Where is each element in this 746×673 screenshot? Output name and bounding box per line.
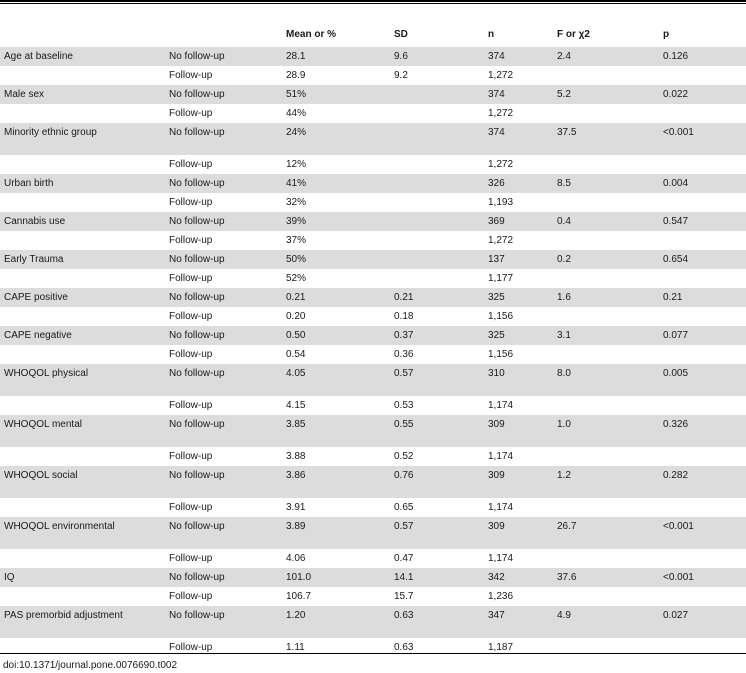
cell-group: Follow-up	[169, 591, 213, 602]
cell-p-value: 0.547	[659, 212, 746, 231]
cell-group: Follow-up	[169, 400, 213, 411]
cell-group: No follow-up	[165, 415, 282, 447]
cell-mean: 1.11	[286, 642, 305, 653]
cell-n: 309	[484, 415, 553, 447]
cell-statistic	[553, 66, 659, 85]
cell-n: 1,187	[488, 642, 514, 653]
cell-n: 1,174	[488, 502, 514, 513]
cell-sd	[390, 231, 484, 250]
cell-sd: 0.57	[390, 517, 484, 549]
cell-variable	[0, 104, 165, 123]
table-row	[0, 66, 746, 85]
cell-variable: WHOQOL physical	[0, 364, 165, 396]
cell-group: No follow-up	[165, 364, 282, 396]
cell-statistic: 0.2	[553, 250, 659, 269]
table-row	[0, 155, 746, 174]
cell-n: 1,272	[488, 108, 514, 119]
cell-mean: 0.54	[286, 349, 306, 360]
header-p: p	[663, 28, 670, 40]
cell-statistic: 0.4	[553, 212, 659, 231]
cell-n: 137	[484, 250, 553, 269]
cell-group: No follow-up	[165, 326, 282, 345]
cell-sd	[390, 212, 484, 231]
table-row	[0, 47, 746, 66]
table-row	[0, 212, 746, 231]
cell-mean: 0.50	[282, 326, 390, 345]
cell-variable: Cannabis use	[0, 212, 165, 231]
cell-group: No follow-up	[165, 606, 282, 638]
table-row	[0, 326, 746, 345]
cell-statistic	[553, 587, 659, 606]
cell-mean: 0.21	[282, 288, 390, 307]
cell-mean: 3.89	[282, 517, 390, 549]
header-n: n	[488, 28, 495, 40]
cell-mean: 24%	[282, 123, 390, 155]
cell-n: 374	[484, 47, 553, 66]
cell-mean: 44%	[286, 108, 307, 119]
cell-statistic	[553, 345, 659, 364]
cell-sd: 0.63	[390, 606, 484, 638]
cell-variable	[0, 269, 165, 288]
cell-n: 1,174	[488, 451, 514, 462]
table-row	[0, 606, 746, 638]
cell-group: Follow-up	[169, 273, 213, 284]
cell-sd	[390, 104, 484, 123]
cell-p-value	[659, 155, 746, 174]
cell-n: 1,174	[488, 553, 514, 564]
table-row	[0, 174, 746, 193]
cell-variable	[0, 66, 165, 85]
cell-sd	[390, 269, 484, 288]
table-row	[0, 307, 746, 326]
header-cell	[0, 21, 165, 47]
table-row	[0, 85, 746, 104]
table-row	[0, 549, 746, 568]
cell-p-value: 0.126	[659, 47, 746, 66]
cell-statistic: 1.6	[553, 288, 659, 307]
table-row	[0, 288, 746, 307]
table-row	[0, 466, 746, 498]
cell-n: 1,236	[488, 591, 514, 602]
table-row	[0, 269, 746, 288]
table-row	[0, 396, 746, 415]
cell-group: No follow-up	[165, 212, 282, 231]
cell-sd: 14.1	[390, 568, 484, 587]
cell-sd: 0.65	[394, 502, 414, 513]
table-row	[0, 498, 746, 517]
cell-mean: 1.20	[282, 606, 390, 638]
cell-n: 309	[484, 517, 553, 549]
cell-sd: 9.6	[390, 47, 484, 66]
cell-statistic: 8.5	[553, 174, 659, 193]
cell-sd: 0.76	[390, 466, 484, 498]
table-row	[0, 231, 746, 250]
header-cell	[165, 21, 282, 47]
cell-mean: 52%	[286, 273, 307, 284]
cell-sd	[390, 193, 484, 212]
header-sd: SD	[394, 28, 408, 40]
cell-p-value	[659, 104, 746, 123]
cell-variable: WHOQOL environmental	[0, 517, 165, 549]
table-row	[0, 193, 746, 212]
cell-sd: 9.2	[394, 70, 408, 81]
cell-p-value	[659, 638, 746, 657]
cell-mean: 101.0	[282, 568, 390, 587]
cell-p-value: 0.282	[659, 466, 746, 498]
table-row	[0, 123, 746, 155]
table-row	[0, 568, 746, 587]
cell-statistic: 1.0	[553, 415, 659, 447]
cell-sd	[390, 155, 484, 174]
cell-variable	[0, 549, 165, 568]
cell-statistic	[553, 155, 659, 174]
cell-p-value: 0.077	[659, 326, 746, 345]
cell-statistic	[553, 447, 659, 466]
cell-statistic	[553, 104, 659, 123]
table-row	[0, 415, 746, 447]
cell-mean: 39%	[282, 212, 390, 231]
cell-group: No follow-up	[165, 123, 282, 155]
cell-p-value	[659, 307, 746, 326]
cell-n: 310	[484, 364, 553, 396]
cell-p-value: 0.005	[659, 364, 746, 396]
cell-n: 1,272	[488, 159, 514, 170]
cell-group: Follow-up	[169, 349, 213, 360]
cell-variable	[0, 638, 165, 657]
cell-variable: Male sex	[0, 85, 165, 104]
cell-group: Follow-up	[169, 502, 213, 513]
cell-mean: 37%	[286, 235, 307, 246]
cell-group: Follow-up	[169, 553, 213, 564]
cell-p-value: 0.027	[659, 606, 746, 638]
cell-p-value	[659, 231, 746, 250]
cell-group: No follow-up	[165, 174, 282, 193]
cell-group: No follow-up	[165, 466, 282, 498]
cell-group: Follow-up	[169, 159, 213, 170]
table-row	[0, 104, 746, 123]
cell-n: 1,177	[488, 273, 514, 284]
cell-mean: 28.9	[286, 70, 306, 81]
cell-n: 374	[484, 123, 553, 155]
cell-p-value	[659, 66, 746, 85]
cell-sd	[390, 174, 484, 193]
cell-sd	[390, 85, 484, 104]
cell-group: Follow-up	[169, 108, 213, 119]
cell-group: No follow-up	[165, 47, 282, 66]
cell-mean: 32%	[286, 197, 307, 208]
cell-variable	[0, 307, 165, 326]
cell-p-value	[659, 396, 746, 415]
cell-n: 309	[484, 466, 553, 498]
cell-mean: 3.91	[286, 502, 306, 513]
cell-mean: 41%	[282, 174, 390, 193]
cell-mean: 4.06	[286, 553, 306, 564]
cell-variable: Age at baseline	[0, 47, 165, 66]
cell-sd: 0.52	[394, 451, 414, 462]
cell-group: No follow-up	[165, 85, 282, 104]
cell-variable: Minority ethnic group	[0, 123, 165, 155]
cell-p-value	[659, 193, 746, 212]
cell-n: 325	[484, 288, 553, 307]
cell-statistic	[553, 193, 659, 212]
table-row	[0, 250, 746, 269]
cell-p-value: 0.654	[659, 250, 746, 269]
table-bottom-rule	[0, 653, 746, 654]
cell-p-value: <0.001	[659, 123, 746, 155]
cell-mean: 4.05	[282, 364, 390, 396]
cell-group: No follow-up	[165, 568, 282, 587]
cell-p-value	[659, 447, 746, 466]
cell-mean: 3.85	[282, 415, 390, 447]
cell-n: 374	[484, 85, 553, 104]
cell-variable: CAPE positive	[0, 288, 165, 307]
cell-mean: 106.7	[286, 591, 312, 602]
cell-group: No follow-up	[165, 288, 282, 307]
cell-statistic: 1.2	[553, 466, 659, 498]
cell-sd: 0.55	[390, 415, 484, 447]
cell-sd: 0.21	[390, 288, 484, 307]
table-row	[0, 447, 746, 466]
table-top-rule-secondary	[0, 3, 746, 4]
cell-mean: 0.20	[286, 311, 306, 322]
cell-mean: 50%	[282, 250, 390, 269]
cell-sd	[390, 250, 484, 269]
cell-variable: Urban birth	[0, 174, 165, 193]
cell-p-value	[659, 345, 746, 364]
cell-sd	[390, 123, 484, 155]
cell-statistic: 3.1	[553, 326, 659, 345]
table-row	[0, 638, 746, 657]
cell-group: Follow-up	[169, 451, 213, 462]
cell-variable	[0, 587, 165, 606]
cell-n: 326	[484, 174, 553, 193]
cell-sd: 0.18	[394, 311, 414, 322]
cell-statistic: 26.7	[553, 517, 659, 549]
cell-n: 325	[484, 326, 553, 345]
cell-sd: 0.63	[394, 642, 414, 653]
cell-variable	[0, 396, 165, 415]
cell-statistic: 2.4	[553, 47, 659, 66]
cell-variable	[0, 345, 165, 364]
cell-statistic: 37.6	[553, 568, 659, 587]
cell-sd: 0.47	[394, 553, 414, 564]
cell-group: Follow-up	[169, 235, 213, 246]
cell-group: Follow-up	[169, 311, 213, 322]
cell-variable: WHOQOL mental	[0, 415, 165, 447]
cell-statistic: 37.5	[553, 123, 659, 155]
cell-n: 1,174	[488, 400, 514, 411]
table-header-row	[0, 21, 746, 47]
cell-statistic	[553, 307, 659, 326]
doi-footnote: doi:10.1371/journal.pone.0076690.t002	[3, 660, 178, 671]
cell-n: 347	[484, 606, 553, 638]
cell-statistic	[553, 231, 659, 250]
cell-group: No follow-up	[165, 250, 282, 269]
cell-variable: IQ	[0, 568, 165, 587]
cell-variable	[0, 447, 165, 466]
cell-statistic	[553, 498, 659, 517]
table-row	[0, 364, 746, 396]
cell-statistic	[553, 396, 659, 415]
cell-mean: 51%	[282, 85, 390, 104]
table-top-rule	[0, 0, 746, 2]
cell-variable: Early Trauma	[0, 250, 165, 269]
cell-p-value	[659, 498, 746, 517]
cell-variable	[0, 155, 165, 174]
cell-n: 1,272	[488, 70, 514, 81]
cell-group: No follow-up	[165, 517, 282, 549]
cell-p-value: 0.21	[659, 288, 746, 307]
cell-p-value: 0.022	[659, 85, 746, 104]
cell-statistic	[553, 638, 659, 657]
cell-sd: 0.57	[390, 364, 484, 396]
cell-p-value	[659, 549, 746, 568]
cell-statistic	[553, 549, 659, 568]
cell-p-value	[659, 269, 746, 288]
cell-n: 369	[484, 212, 553, 231]
cell-sd: 15.7	[394, 591, 414, 602]
cell-variable	[0, 193, 165, 212]
header-f-chi2: F or χ2	[557, 28, 590, 40]
cell-variable: PAS premorbid adjustment	[0, 606, 165, 638]
cell-p-value: <0.001	[659, 517, 746, 549]
header-mean: Mean or %	[286, 28, 337, 40]
cell-statistic: 4.9	[553, 606, 659, 638]
cell-variable: CAPE negative	[0, 326, 165, 345]
cell-n: 1,193	[488, 197, 514, 208]
cell-variable: WHOQOL social	[0, 466, 165, 498]
cell-group: Follow-up	[169, 642, 213, 653]
cell-mean: 3.86	[282, 466, 390, 498]
cell-sd: 0.37	[390, 326, 484, 345]
cell-n: 1,156	[488, 311, 514, 322]
cell-group: Follow-up	[169, 197, 213, 208]
table-row	[0, 587, 746, 606]
cell-n: 342	[484, 568, 553, 587]
cell-group: Follow-up	[169, 70, 213, 81]
cell-n: 1,156	[488, 349, 514, 360]
table-row	[0, 517, 746, 549]
cell-mean: 28.1	[282, 47, 390, 66]
comparison-table	[0, 21, 746, 657]
cell-sd: 0.53	[394, 400, 414, 411]
cell-p-value: 0.326	[659, 415, 746, 447]
cell-statistic: 5.2	[553, 85, 659, 104]
cell-p-value: 0.004	[659, 174, 746, 193]
cell-variable	[0, 498, 165, 517]
cell-p-value	[659, 587, 746, 606]
cell-variable	[0, 231, 165, 250]
cell-statistic: 8.0	[553, 364, 659, 396]
cell-n: 1,272	[488, 235, 514, 246]
cell-mean: 3.88	[286, 451, 306, 462]
cell-sd: 0.36	[394, 349, 414, 360]
cell-p-value: <0.001	[659, 568, 746, 587]
cell-statistic	[553, 269, 659, 288]
table-row	[0, 345, 746, 364]
cell-mean: 12%	[286, 159, 307, 170]
cell-mean: 4.15	[286, 400, 306, 411]
